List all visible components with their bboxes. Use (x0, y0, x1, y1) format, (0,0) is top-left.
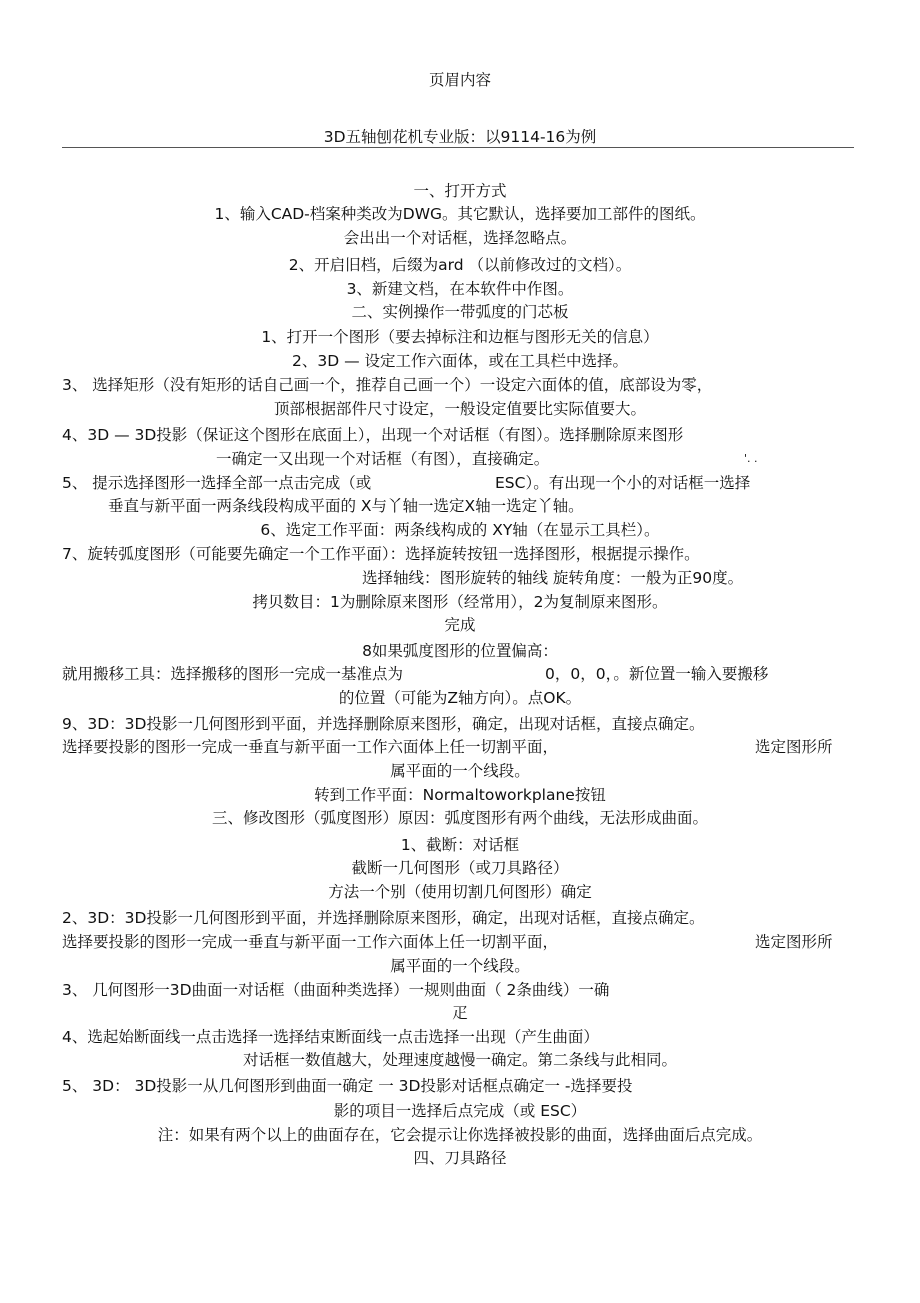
text-line: 1、打开一个图形（要去掉标注和边框与图形无关的信息） (261, 328, 659, 346)
text-line: 选定图形所 (755, 933, 833, 951)
text-line: 5、 3D： 3D投影一从几何图形到曲面一确定 一 3D投影对话框点确定一 -选择要投 (62, 1077, 633, 1095)
note-line: 注：如果有两个以上的曲面存在，它会提示让你选择被投影的曲面，选择曲面后点完成。 (157, 1126, 763, 1144)
text-line: 9、3D：3D投影一几何图形到平面，并选择删除原来图形，确定，出现对话框，直接点确定。 (62, 715, 705, 733)
text-line: 4、3D — 3D投影（保证这个图形在底面上），出现一个对话框（有图）。选择删除原来图形 (62, 426, 684, 444)
text-line: 8如果弧度图形的位置偏高： (362, 642, 558, 660)
document-title: 3D五轴刨花机专业版：以9114-16为例 (323, 128, 597, 146)
text-line: 顶部根据部件尺寸设定，一般设定值要比实际值要大。 (273, 400, 646, 418)
text-line: 6、选定工作平面：两条线构成的 XY轴（在显示工具栏）。 (260, 521, 660, 539)
text-line: 1、输入CAD-档案种类改为DWG。其它默认，选择要加工部件的图纸。 (214, 205, 706, 223)
text-line: 选择要投影的图形一完成一垂直与新平面一工作六面体上任一切割平面， (62, 933, 559, 951)
text-line: 垂直与新平面一两条线段构成平面的 X与丫轴一选定X轴一选定丫轴。 (108, 497, 584, 515)
text-line: 4、选起始断面线一点击选择一选择结束断面线一点击选择一出现（产生曲面） (62, 1028, 599, 1046)
text-line: 3、 选择矩形（没有矩形的话自己画一个，推荐自己画一个）一设定六面体的值，底部设为零， (62, 376, 713, 394)
section-heading: 二、实例操作一带弧度的门芯板 (351, 303, 569, 321)
text-line: 2、3D — 设定工作六面体，或在工具栏中选择。 (291, 352, 628, 370)
text-line: 完成 (444, 616, 476, 634)
text-line: 就用搬移工具：选择搬移的图形一完成一基准点为 (62, 665, 404, 683)
text-line: 选择要投影的图形一完成一垂直与新平面一工作六面体上任一切割平面， (62, 738, 559, 756)
section-heading: 三、修改图形（弧度图形）原因：弧度图形有两个曲线，无法形成曲面。 (211, 809, 708, 827)
text-line: 方法一个别（使用切割几何图形）确定 (328, 883, 592, 901)
text-line: 3、新建文档，在本软件中作图。 (346, 280, 574, 298)
text-line: 5、 提示选择图形一选择全部一点击完成（或 (62, 474, 372, 492)
section-heading: 四、刀具路径 (413, 1149, 507, 1167)
page-header: 页眉内容 (428, 71, 491, 89)
section-heading: 一、打开方式 (413, 182, 507, 200)
text-line: 会出出一个对话框，选择忽略点。 (343, 229, 577, 247)
text-line: 属平面的一个线段。 (390, 762, 530, 780)
text-line: 对话框一数值越大，处理速度越慢一确定。第二条线与此相同。 (242, 1051, 677, 1069)
text-line: 选定图形所 (755, 738, 833, 756)
text-line: 属平面的一个线段。 (390, 957, 530, 975)
text-line: 转到工作平面：Normaltoworkplane按钮 (314, 786, 606, 804)
text-line: 疋 (452, 1004, 468, 1022)
text-line: 2、3D：3D投影一几何图形到平面，并选择删除原来图形，确定，出现对话框，直接点确定。 (62, 909, 705, 927)
text-line: 7、旋转弧度图形（可能要先确定一个工作平面）：选择旋转按钮一选择图形，根据提示操作。 (62, 545, 700, 563)
header-rule (62, 147, 854, 148)
text-line: 1、截断：对话框 (400, 836, 520, 854)
text-line: 的位置（可能为Z轴方向）。点OK。 (338, 689, 582, 707)
text-line: ESC）。有出现一个小的对话框一选择 (495, 474, 751, 492)
text-line: 拷贝数目：1为删除原来图形（经常用），2为复制原来图形。 (252, 593, 668, 611)
text-line: 截断一几何图形（或刀具路径） (351, 859, 569, 877)
text-line: 影的项目一选择后点完成（或 ESC） (333, 1102, 587, 1120)
text-line: 3、 几何图形一3D曲面一对话框（曲面种类选择）一规则曲面（ 2条曲线）一确 (62, 981, 610, 999)
text-line: 一确定一又出现一个对话框（有图），直接确定。 (216, 450, 550, 468)
text-line: 0，0，0，。新位置一输入要搬移 (545, 665, 769, 683)
text-line: 2、开启旧档，后缀为ard （以前修改过的文档）。 (288, 256, 632, 274)
stray-mark: '. . (744, 452, 758, 465)
text-line: 选择轴线：图形旋转的轴线 旋转角度：一般为正90度。 (362, 569, 744, 587)
